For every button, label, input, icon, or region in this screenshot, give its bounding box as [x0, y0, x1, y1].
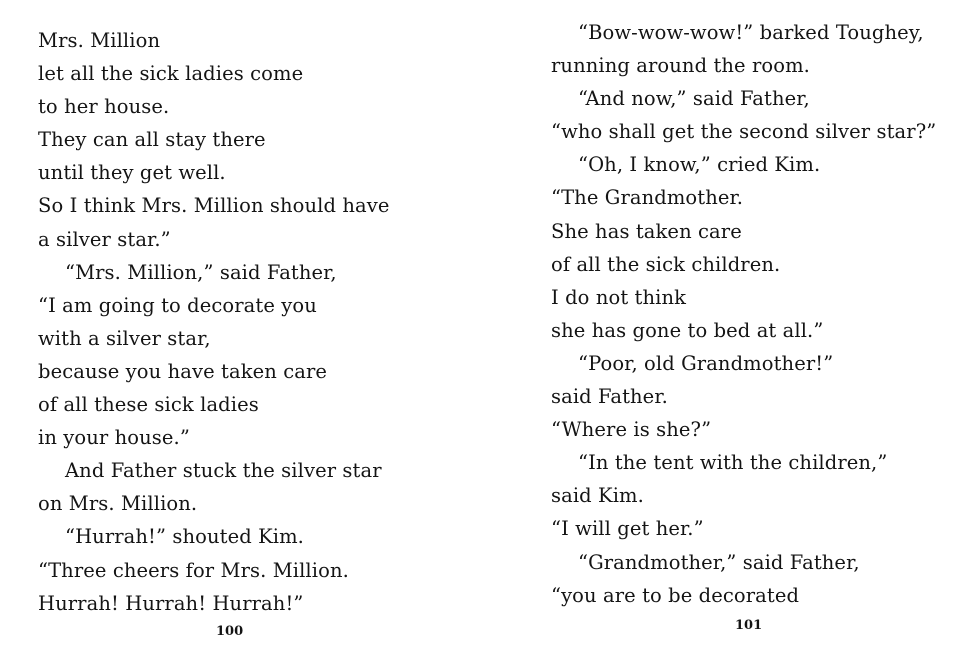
text-line: She has taken care [551, 219, 742, 243]
page-text [551, 16, 936, 612]
page-number: 101 [735, 618, 763, 633]
text-line: to her house. [38, 95, 170, 119]
text-line: running around the room. [551, 54, 810, 78]
text-line: a silver star.” [38, 227, 171, 251]
text-line: “you are to be decorated [551, 583, 800, 607]
text-line: “Oh, I know,” cried Kim. [578, 153, 821, 177]
text-line: “who shall get the second silver star?” [551, 120, 937, 144]
text-line: “The Grandmother. [551, 186, 744, 210]
text-line: until they get well. [38, 161, 226, 185]
text-line: on Mrs. Million. [38, 492, 198, 516]
text-line: in your house.” [38, 426, 190, 450]
text-line: she has gone to bed at all.” [551, 318, 824, 342]
text-line: “And now,” said Father, [578, 87, 810, 111]
text-line: “In the tent with the children,” [578, 451, 888, 475]
text-line: They can all stay there [38, 128, 266, 152]
page-right [480, 0, 960, 658]
page-number: 100 [216, 624, 244, 639]
text-line: because you have taken care [38, 359, 328, 383]
text-line: “Grandmother,” said Father, [578, 550, 860, 574]
text-line: with a silver star, [38, 326, 211, 350]
text-line: Mrs. Million [38, 29, 161, 52]
text-line: So I think Mrs. Million should have [38, 194, 390, 218]
text-line: “Poor, old Grandmother!” [578, 351, 834, 375]
text-line: of all the sick children. [551, 252, 781, 276]
text-line: of all these sick ladies [38, 393, 259, 417]
text-line: “Bow-wow-wow!” barked Toughey, [578, 21, 924, 44]
text-line: let all the sick ladies come [38, 62, 304, 86]
text-line: “Where is she?” [551, 418, 712, 442]
text-line: said Father. [551, 385, 668, 409]
text-line: “I will get her.” [551, 517, 704, 541]
page-text [38, 24, 390, 620]
text-line: “Hurrah!” shouted Kim. [65, 525, 304, 549]
text-line: “Mrs. Million,” said Father, [65, 260, 337, 284]
text-line: Hurrah! Hurrah! Hurrah!” [38, 591, 304, 615]
text-line: said Kim. [551, 484, 644, 508]
text-line: “I am going to decorate you [38, 293, 317, 317]
text-line: And Father stuck the silver star [65, 459, 382, 483]
text-line: I do not think [551, 285, 687, 309]
text-line: “Three cheers for Mrs. Million. [38, 558, 349, 582]
